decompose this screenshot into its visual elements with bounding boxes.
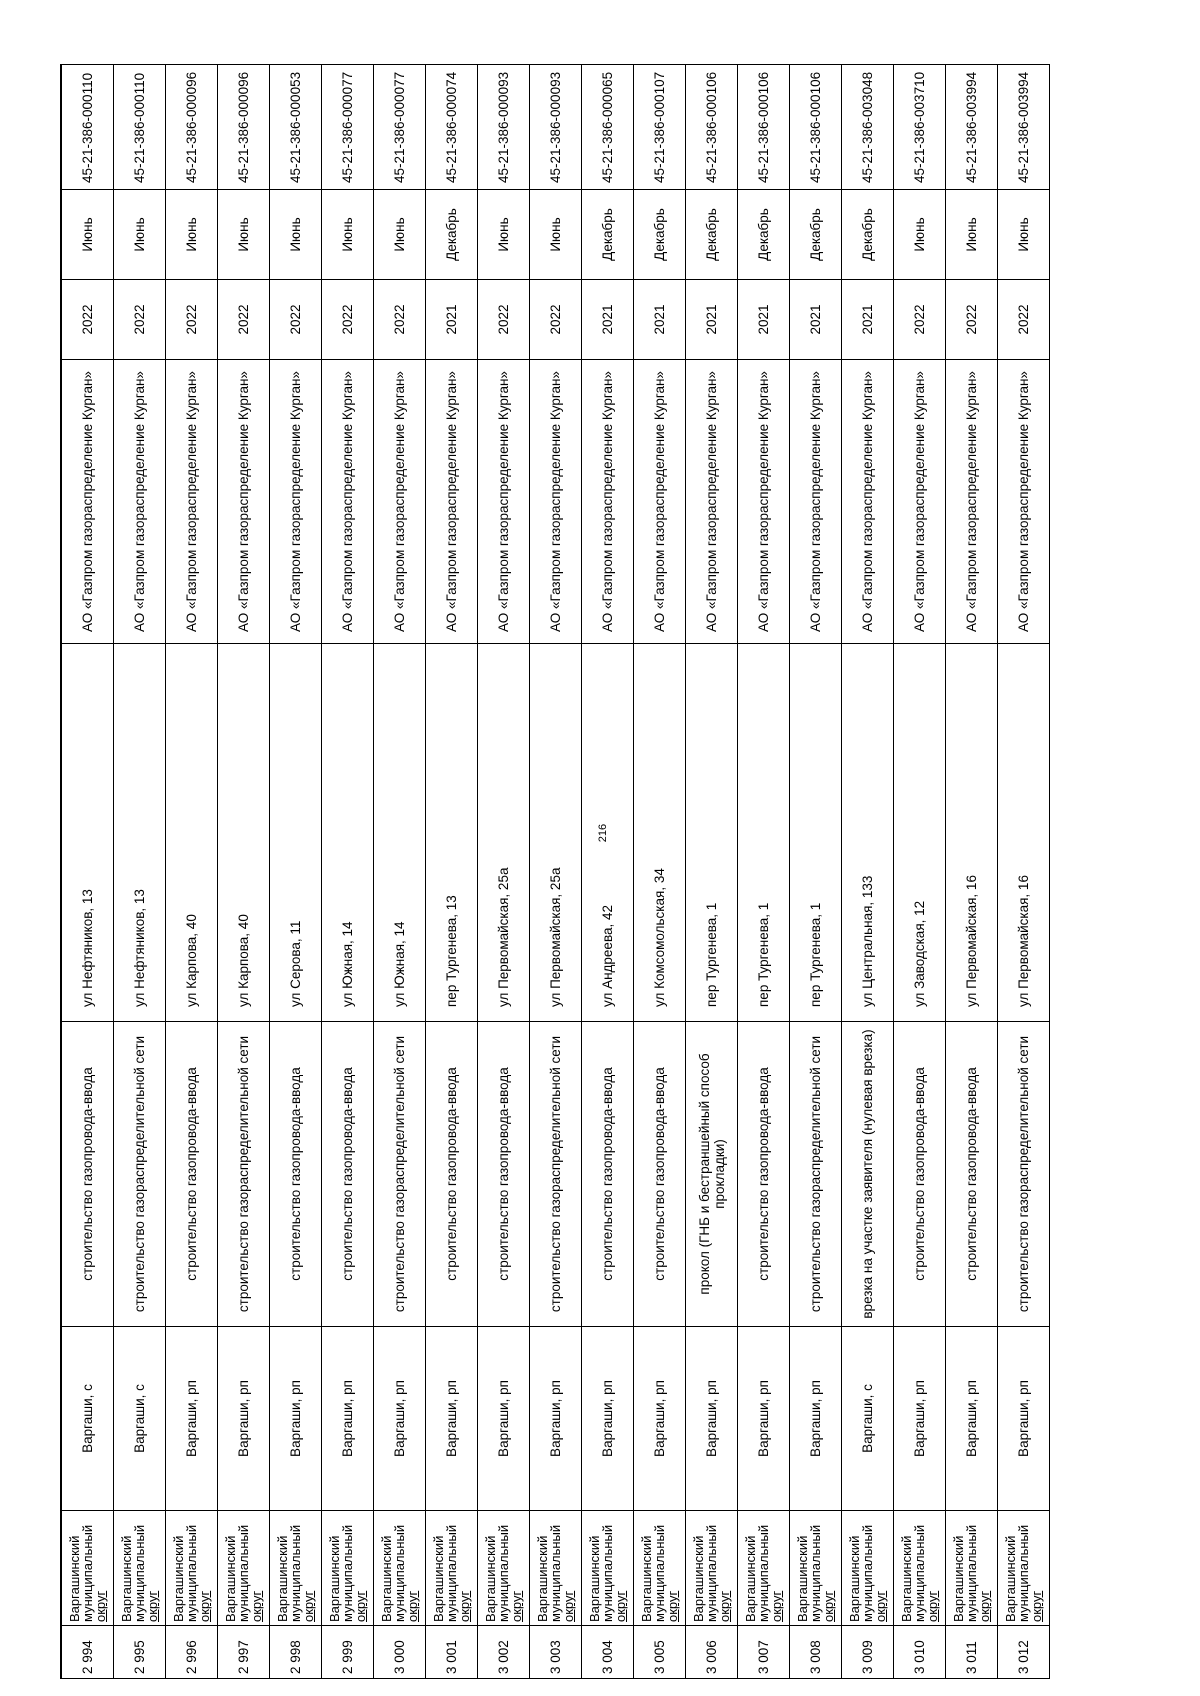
code-cell: 45-21-386-000077 bbox=[322, 65, 374, 190]
district-unit: округ bbox=[93, 1590, 108, 1622]
month-cell: Июнь bbox=[946, 190, 998, 280]
organization-cell: АО «Газпром газораспределение Курган» bbox=[842, 360, 894, 644]
year-cell: 2022 bbox=[166, 280, 218, 360]
address-cell: ул Первомайская, 16 bbox=[998, 644, 1050, 1022]
code-cell: 45-21-386-000074 bbox=[426, 65, 478, 190]
year-cell: 2021 bbox=[790, 280, 842, 360]
settlement-cell: Варгаши, с bbox=[61, 1327, 114, 1511]
month-cell: Июнь bbox=[998, 190, 1050, 280]
year-cell: 2021 bbox=[426, 280, 478, 360]
row-number-cell: 3 012 bbox=[998, 1626, 1050, 1679]
district-name: Варгашинский муниципальный bbox=[119, 1524, 147, 1622]
row-number-cell: 3 006 bbox=[686, 1626, 738, 1679]
month-cell: Июнь bbox=[894, 190, 946, 280]
address-cell: ул Южная, 14 bbox=[322, 644, 374, 1022]
code-cell: 45-21-386-000110 bbox=[61, 65, 114, 190]
month-cell: Июнь bbox=[166, 190, 218, 280]
row-number-cell: 2 995 bbox=[114, 1626, 166, 1679]
work-type-cell: строительство газораспределительной сети bbox=[114, 1022, 166, 1327]
table-row bbox=[530, 65, 582, 1679]
district-cell bbox=[374, 1511, 426, 1626]
code-cell: 45-21-386-003048 bbox=[842, 65, 894, 190]
district-cell bbox=[166, 1511, 218, 1626]
district-unit: округ bbox=[301, 1590, 316, 1622]
table-row bbox=[894, 65, 946, 1679]
address-cell: ул Нефтяников, 13 bbox=[114, 644, 166, 1022]
district-name: Варгашинский муниципальный bbox=[171, 1524, 199, 1622]
table-row bbox=[790, 65, 842, 1679]
district-name: Варгашинский муниципальный bbox=[1003, 1524, 1031, 1622]
district-unit: округ bbox=[405, 1590, 420, 1622]
year-cell: 2021 bbox=[686, 280, 738, 360]
month-cell: Декабрь bbox=[426, 190, 478, 280]
work-type-cell: строительство газопровода-ввода bbox=[478, 1022, 530, 1327]
district-cell bbox=[582, 1511, 634, 1626]
table-row bbox=[218, 65, 270, 1679]
district-cell bbox=[894, 1511, 946, 1626]
address-cell: ул Южная, 14 bbox=[374, 644, 426, 1022]
year-cell: 2022 bbox=[478, 280, 530, 360]
year-cell: 2022 bbox=[894, 280, 946, 360]
district-name: Варгашинский муниципальный bbox=[587, 1524, 615, 1622]
address-cell: ул Карпова, 40 bbox=[218, 644, 270, 1022]
district-cell bbox=[322, 1511, 374, 1626]
year-cell: 2022 bbox=[998, 280, 1050, 360]
district-name: Варгашинский муниципальный bbox=[535, 1524, 563, 1622]
district-unit: округ bbox=[717, 1590, 732, 1622]
work-type-cell: строительство газопровода-ввода bbox=[582, 1022, 634, 1327]
organization-cell: АО «Газпром газораспределение Курган» bbox=[218, 360, 270, 644]
address-cell: пер Тургенева, 13 bbox=[426, 644, 478, 1022]
settlement-cell: Варгаши, рп bbox=[218, 1327, 270, 1511]
address-cell: ул Центральная, 133 bbox=[842, 644, 894, 1022]
year-cell: 2022 bbox=[270, 280, 322, 360]
work-type-cell: строительство газопровода-ввода bbox=[426, 1022, 478, 1327]
table-row bbox=[998, 65, 1050, 1679]
year-cell: 2021 bbox=[582, 280, 634, 360]
district-name: Варгашинский муниципальный bbox=[795, 1524, 823, 1622]
address-cell: ул Первомайская, 25а bbox=[530, 644, 582, 1022]
district-cell bbox=[686, 1511, 738, 1626]
settlement-cell: Варгаши, рп bbox=[322, 1327, 374, 1511]
gasification-registry-table bbox=[60, 64, 1050, 1679]
code-cell: 45-21-386-000096 bbox=[218, 65, 270, 190]
month-cell: Июнь bbox=[114, 190, 166, 280]
year-cell: 2022 bbox=[114, 280, 166, 360]
row-number-cell: 2 997 bbox=[218, 1626, 270, 1679]
district-name: Варгашинский муниципальный bbox=[275, 1524, 303, 1622]
district-unit: округ bbox=[561, 1590, 576, 1622]
district-cell bbox=[790, 1511, 842, 1626]
work-type-cell: строительство газораспределительной сети bbox=[218, 1022, 270, 1327]
organization-cell: АО «Газпром газораспределение Курган» bbox=[530, 360, 582, 644]
address-cell: пер Тургенева, 1 bbox=[790, 644, 842, 1022]
organization-cell: АО «Газпром газораспределение Курган» bbox=[322, 360, 374, 644]
organization-cell: АО «Газпром газораспределение Курган» bbox=[114, 360, 166, 644]
work-type-cell: строительство газопровода-ввода bbox=[894, 1022, 946, 1327]
district-cell bbox=[738, 1511, 790, 1626]
work-type-cell: строительство газопровода-ввода bbox=[61, 1022, 114, 1327]
settlement-cell: Варгаши, рп bbox=[946, 1327, 998, 1511]
settlement-cell: Варгаши, рп bbox=[998, 1327, 1050, 1511]
address-cell: пер Тургенева, 1 bbox=[738, 644, 790, 1022]
organization-cell: АО «Газпром газораспределение Курган» bbox=[270, 360, 322, 644]
code-cell: 45-21-386-003994 bbox=[998, 65, 1050, 190]
district-cell bbox=[270, 1511, 322, 1626]
table-row bbox=[114, 65, 166, 1679]
district-name: Варгашинский муниципальный bbox=[899, 1524, 927, 1622]
organization-cell: АО «Газпром газораспределение Курган» bbox=[478, 360, 530, 644]
row-number-cell: 3 007 bbox=[738, 1626, 790, 1679]
code-cell: 45-21-386-000077 bbox=[374, 65, 426, 190]
year-cell: 2021 bbox=[842, 280, 894, 360]
row-number-cell: 2 998 bbox=[270, 1626, 322, 1679]
work-type-cell: строительство газопровода-ввода bbox=[166, 1022, 218, 1327]
rotated-table-container bbox=[60, 65, 1106, 1679]
code-cell: 45-21-386-000107 bbox=[634, 65, 686, 190]
row-number-cell: 3 000 bbox=[374, 1626, 426, 1679]
code-cell: 45-21-386-000106 bbox=[738, 65, 790, 190]
month-cell: Июнь bbox=[322, 190, 374, 280]
district-name: Варгашинский муниципальный bbox=[223, 1524, 251, 1622]
district-unit: округ bbox=[613, 1590, 628, 1622]
work-type-cell: врезка на участке заявителя (нулевая врезка) bbox=[842, 1022, 894, 1327]
work-type-cell: прокол (ГНБ и бестраншейный способ прокладки) bbox=[686, 1022, 738, 1327]
organization-cell: АО «Газпром газораспределение Курган» bbox=[582, 360, 634, 644]
month-cell: Декабрь bbox=[842, 190, 894, 280]
settlement-cell: Варгаши, рп bbox=[686, 1327, 738, 1511]
district-name: Варгашинский муниципальный bbox=[379, 1524, 407, 1622]
year-cell: 2021 bbox=[634, 280, 686, 360]
year-cell: 2022 bbox=[61, 280, 114, 360]
address-cell: ул Нефтяников, 13 bbox=[61, 644, 114, 1022]
row-number-cell: 3 004 bbox=[582, 1626, 634, 1679]
table-row bbox=[738, 65, 790, 1679]
year-cell: 2021 bbox=[738, 280, 790, 360]
month-cell: Июнь bbox=[61, 190, 114, 280]
year-cell: 2022 bbox=[530, 280, 582, 360]
month-cell: Декабрь bbox=[790, 190, 842, 280]
district-name: Варгашинский муниципальный bbox=[67, 1524, 95, 1622]
settlement-cell: Варгаши, с bbox=[114, 1327, 166, 1511]
district-cell bbox=[842, 1511, 894, 1626]
organization-cell: АО «Газпром газораспределение Курган» bbox=[894, 360, 946, 644]
table-row bbox=[582, 65, 634, 1679]
settlement-cell: Варгаши, рп bbox=[790, 1327, 842, 1511]
district-unit: округ bbox=[249, 1590, 264, 1622]
work-type-cell: строительство газораспределительной сети bbox=[374, 1022, 426, 1327]
district-cell bbox=[478, 1511, 530, 1626]
month-cell: Июнь bbox=[530, 190, 582, 280]
year-cell: 2022 bbox=[374, 280, 426, 360]
district-name: Варгашинский муниципальный bbox=[951, 1524, 979, 1622]
district-unit: округ bbox=[353, 1590, 368, 1622]
district-name: Варгашинский муниципальный bbox=[691, 1524, 719, 1622]
month-cell: Июнь bbox=[478, 190, 530, 280]
table-row bbox=[426, 65, 478, 1679]
settlement-cell: Варгаши, рп bbox=[738, 1327, 790, 1511]
row-number-cell: 3 010 bbox=[894, 1626, 946, 1679]
row-number-cell: 3 001 bbox=[426, 1626, 478, 1679]
address-cell: ул Андреева, 42 bbox=[582, 644, 634, 1022]
address-cell: ул Первомайская, 16 bbox=[946, 644, 998, 1022]
settlement-cell: Варгаши, рп bbox=[582, 1327, 634, 1511]
table-row bbox=[61, 65, 114, 1679]
code-cell: 45-21-386-003994 bbox=[946, 65, 998, 190]
organization-cell: АО «Газпром газораспределение Курган» bbox=[166, 360, 218, 644]
organization-cell: АО «Газпром газораспределение Курган» bbox=[374, 360, 426, 644]
settlement-cell: Варгаши, рп bbox=[270, 1327, 322, 1511]
district-cell bbox=[946, 1511, 998, 1626]
organization-cell: АО «Газпром газораспределение Курган» bbox=[61, 360, 114, 644]
table-row bbox=[166, 65, 218, 1679]
code-cell: 45-21-386-000053 bbox=[270, 65, 322, 190]
address-cell: ул Первомайская, 25а bbox=[478, 644, 530, 1022]
row-number-cell: 3 003 bbox=[530, 1626, 582, 1679]
district-unit: округ bbox=[145, 1590, 160, 1622]
address-cell: ул Карпова, 40 bbox=[166, 644, 218, 1022]
settlement-cell: Варгаши, рп bbox=[478, 1327, 530, 1511]
table-row bbox=[634, 65, 686, 1679]
year-cell: 2022 bbox=[218, 280, 270, 360]
code-cell: 45-21-386-000106 bbox=[686, 65, 738, 190]
row-number-cell: 2 999 bbox=[322, 1626, 374, 1679]
district-cell bbox=[530, 1511, 582, 1626]
district-unit: округ bbox=[873, 1590, 888, 1622]
district-cell bbox=[634, 1511, 686, 1626]
work-type-cell: строительство газопровода-ввода bbox=[946, 1022, 998, 1327]
district-name: Варгашинский муниципальный bbox=[431, 1524, 459, 1622]
district-unit: округ bbox=[197, 1590, 212, 1622]
work-type-cell: строительство газораспределительной сети bbox=[530, 1022, 582, 1327]
organization-cell: АО «Газпром газораспределение Курган» bbox=[426, 360, 478, 644]
district-unit: округ bbox=[977, 1590, 992, 1622]
settlement-cell: Варгаши, с bbox=[842, 1327, 894, 1511]
address-cell: ул Серова, 11 bbox=[270, 644, 322, 1022]
month-cell: Июнь bbox=[270, 190, 322, 280]
district-name: Варгашинский муниципальный bbox=[483, 1524, 511, 1622]
organization-cell: АО «Газпром газораспределение Курган» bbox=[790, 360, 842, 644]
district-unit: округ bbox=[665, 1590, 680, 1622]
settlement-cell: Варгаши, рп bbox=[374, 1327, 426, 1511]
district-cell bbox=[61, 1511, 114, 1626]
work-type-cell: строительство газораспределительной сети bbox=[790, 1022, 842, 1327]
district-name: Варгашинский муниципальный bbox=[743, 1524, 771, 1622]
code-cell: 45-21-386-000096 bbox=[166, 65, 218, 190]
code-cell: 45-21-386-000065 bbox=[582, 65, 634, 190]
row-number-cell: 2 994 bbox=[61, 1626, 114, 1679]
row-number-cell: 3 005 bbox=[634, 1626, 686, 1679]
district-unit: округ bbox=[925, 1590, 940, 1622]
settlement-cell: Варгаши, рп bbox=[634, 1327, 686, 1511]
row-number-cell: 3 009 bbox=[842, 1626, 894, 1679]
month-cell: Декабрь bbox=[634, 190, 686, 280]
work-type-cell: строительство газопровода-ввода bbox=[270, 1022, 322, 1327]
table-row bbox=[946, 65, 998, 1679]
settlement-cell: Варгаши, рп bbox=[166, 1327, 218, 1511]
district-name: Варгашинский муниципальный bbox=[847, 1524, 875, 1622]
code-cell: 45-21-386-000093 bbox=[478, 65, 530, 190]
settlement-cell: Варгаши, рп bbox=[894, 1327, 946, 1511]
district-cell bbox=[218, 1511, 270, 1626]
table-row bbox=[478, 65, 530, 1679]
year-cell: 2022 bbox=[946, 280, 998, 360]
month-cell: Июнь bbox=[374, 190, 426, 280]
row-number-cell: 3 002 bbox=[478, 1626, 530, 1679]
code-cell: 45-21-386-000110 bbox=[114, 65, 166, 190]
page-number: 216 bbox=[597, 823, 609, 843]
organization-cell: АО «Газпром газораспределение Курган» bbox=[998, 360, 1050, 644]
work-type-cell: строительство газопровода-ввода bbox=[322, 1022, 374, 1327]
year-cell: 2022 bbox=[322, 280, 374, 360]
address-cell: ул Комсомольская, 34 bbox=[634, 644, 686, 1022]
month-cell: Декабрь bbox=[582, 190, 634, 280]
code-cell: 45-21-386-000093 bbox=[530, 65, 582, 190]
district-cell bbox=[426, 1511, 478, 1626]
table-row bbox=[322, 65, 374, 1679]
district-name: Варгашинский муниципальный bbox=[639, 1524, 667, 1622]
row-number-cell: 3 011 bbox=[946, 1626, 998, 1679]
table-row bbox=[686, 65, 738, 1679]
settlement-cell: Варгаши, рп bbox=[530, 1327, 582, 1511]
code-cell: 45-21-386-000106 bbox=[790, 65, 842, 190]
month-cell: Июнь bbox=[218, 190, 270, 280]
district-unit: округ bbox=[769, 1590, 784, 1622]
organization-cell: АО «Газпром газораспределение Курган» bbox=[686, 360, 738, 644]
settlement-cell: Варгаши, рп bbox=[426, 1327, 478, 1511]
work-type-cell: строительство газопровода-ввода bbox=[738, 1022, 790, 1327]
district-cell bbox=[114, 1511, 166, 1626]
district-unit: округ bbox=[1029, 1590, 1044, 1622]
organization-cell: АО «Газпром газораспределение Курган» bbox=[634, 360, 686, 644]
code-cell: 45-21-386-003710 bbox=[894, 65, 946, 190]
work-type-cell: строительство газораспределительной сети bbox=[998, 1022, 1050, 1327]
month-cell: Декабрь bbox=[686, 190, 738, 280]
month-cell: Декабрь bbox=[738, 190, 790, 280]
organization-cell: АО «Газпром газораспределение Курган» bbox=[946, 360, 998, 644]
row-number-cell: 2 996 bbox=[166, 1626, 218, 1679]
address-cell: ул Заводская, 12 bbox=[894, 644, 946, 1022]
table-row bbox=[842, 65, 894, 1679]
district-unit: округ bbox=[457, 1590, 472, 1622]
district-unit: округ bbox=[509, 1590, 524, 1622]
district-cell bbox=[998, 1511, 1050, 1626]
table-row bbox=[374, 65, 426, 1679]
table-row bbox=[270, 65, 322, 1679]
district-name: Варгашинский муниципальный bbox=[327, 1524, 355, 1622]
district-unit: округ bbox=[821, 1590, 836, 1622]
row-number-cell: 3 008 bbox=[790, 1626, 842, 1679]
organization-cell: АО «Газпром газораспределение Курган» bbox=[738, 360, 790, 644]
address-cell: пер Тургенева, 1 bbox=[686, 644, 738, 1022]
work-type-cell: строительство газопровода-ввода bbox=[634, 1022, 686, 1327]
